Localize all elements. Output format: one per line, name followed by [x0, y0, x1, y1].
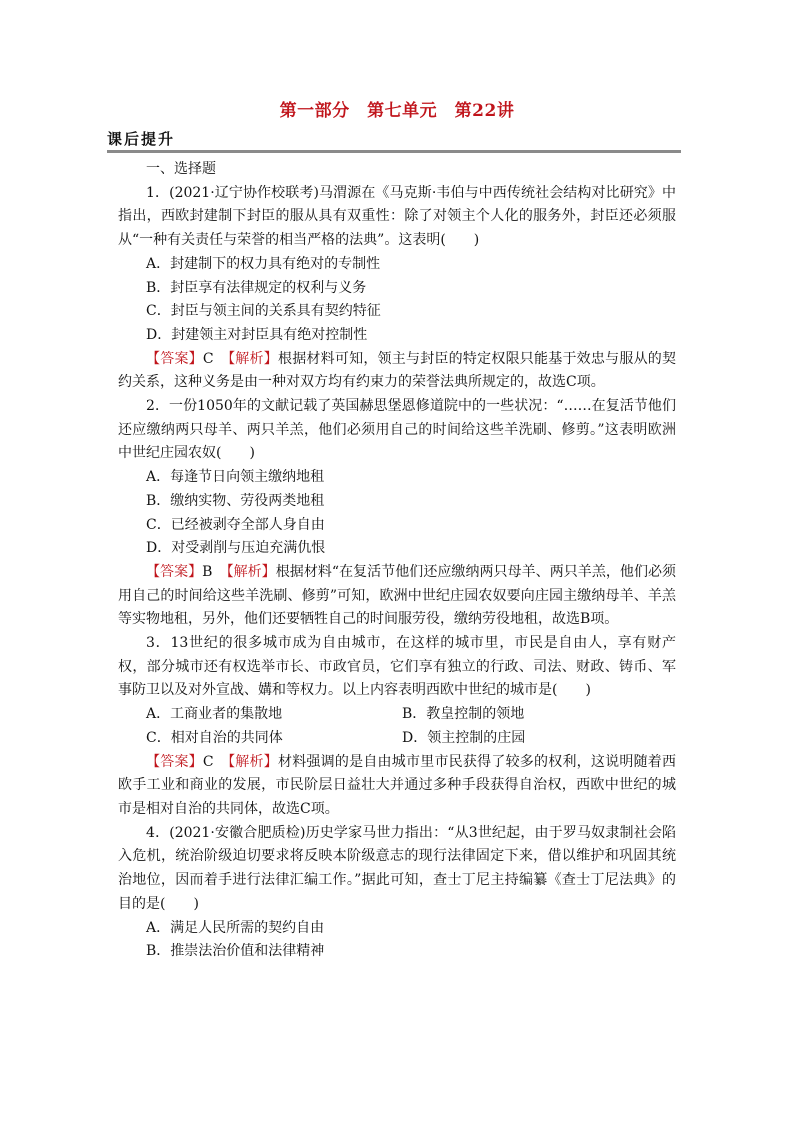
- option: D．封建领主对封臣具有绝对控制性: [146, 326, 368, 343]
- analysis-text: 根据材料可知，领主与封臣的特定权限只能基于效忠与服从的契约关系，这种义务是由一种对双方均有约束力的荣誉法典所规定的，故选C项。: [118, 350, 677, 391]
- option: A．工商业者的集散地: [146, 706, 283, 723]
- question-stem: 2．一份1050年的文献记载了英国赫思堡恩修道院中的一些状况：“……在复活节他们还应缴纳两只母羊、两只羊羔，他们必须用自己的时间给这些羊洗刷、修剪。”这表明欧洲中世纪庄园农奴( ): [118, 398, 676, 462]
- analysis-tag: 【解析】: [228, 350, 278, 367]
- option: B．封臣享有法律规定的权利与义务: [146, 279, 367, 296]
- answer-block: [118, 561, 676, 632]
- analysis-text: 材料强调的是自由城市里市民获得了较多的权利，这说明随着西欧手工业和商业的发展，市民阶层日益壮大并通过多种手段获得自治权，西欧中世纪的城市是相对自治的共同体，故选C项。: [118, 753, 677, 817]
- answer-tag: 【答案】: [146, 563, 203, 580]
- answer-tag: 【答案】: [146, 753, 203, 770]
- option: C．相对自治的共同体: [146, 729, 283, 746]
- answer-value: C: [202, 753, 214, 770]
- question-stem: 4．(2021·安徽合肥质检)历史学家马世力指出：“从3世纪起，由于罗马奴隶制社会陷入危机，统治阶级迫切要求将反映本阶级意志的现行法律固定下来，借以维护和巩固其统治地位，因而着手进行法律汇编工作。”据此可知，查士丁尼主持编纂《查士丁尼法典》的目的是( ): [118, 824, 676, 912]
- option: A．封建制下的权力具有绝对的专制性: [146, 255, 381, 272]
- analysis-text: 根据材料“在复活节他们还应缴纳两只母羊、两只羊羔，他们必须用自己的时间给这些羊洗刷、修剪”可知，欧洲中世纪庄园农奴要向庄园主缴纳母羊、羊羔等实物地租，另外，他们还要牺牲自己的时间服劳役，缴纳劳役地租，故选B项。: [118, 563, 677, 628]
- option: C．已经被剥夺全部人身自由: [146, 516, 325, 533]
- option: D．对受剥削与压迫充满仇恨: [146, 540, 326, 557]
- option: A．满足人民所需的契约自由: [146, 919, 325, 936]
- analysis-tag: 【解析】: [226, 563, 276, 580]
- answer-block: [118, 751, 676, 822]
- option: D．领主控制的庄园: [402, 729, 526, 746]
- answer-tag: 【答案】: [146, 350, 203, 367]
- part-heading: 一、选择题: [146, 161, 216, 177]
- option: B．推崇法治价值和法律精神: [146, 943, 325, 960]
- answer-value: C: [202, 350, 214, 367]
- answer-block: [118, 348, 676, 395]
- option: B．教皇控制的领地: [402, 706, 525, 723]
- section-heading: 课后提升: [107, 130, 176, 148]
- question-content: [118, 158, 676, 964]
- answer-value: B: [202, 563, 213, 580]
- option: B．缴纳实物、劳役两类地租: [146, 492, 325, 509]
- option: C．封臣与领主间的关系具有契约特征: [146, 303, 381, 320]
- option: A．每逢节日向领主缴纳地租: [146, 469, 325, 486]
- option-row: [118, 703, 676, 727]
- question-stem: 1．(2021·辽宁协作校联考)马渭源在《马克斯·韦伯与中西传统社会结构对比研究》中指出，西欧封建制下封臣的服从具有双重性：除了对领主个人化的服务外，封臣还必须服从“一种有关责任与荣誉的相当严格的法典”。这表明( ): [118, 184, 676, 249]
- heading-divider: [107, 150, 681, 153]
- analysis-tag: 【解析】: [228, 753, 278, 770]
- page-title: 第一部分 第七单元 第22讲: [279, 101, 515, 121]
- option-row: [118, 727, 676, 751]
- question-stem: 3．13世纪的很多城市成为自由城市，在这样的城市里，市民是自由人，享有财产权，部分城市还有权选举市长、市政官员，它们享有独立的行政、司法、财政、铸币、军事防卫以及对外宣战、媾和等权力。以上内容表明西欧中世纪的城市是( ): [118, 635, 676, 699]
